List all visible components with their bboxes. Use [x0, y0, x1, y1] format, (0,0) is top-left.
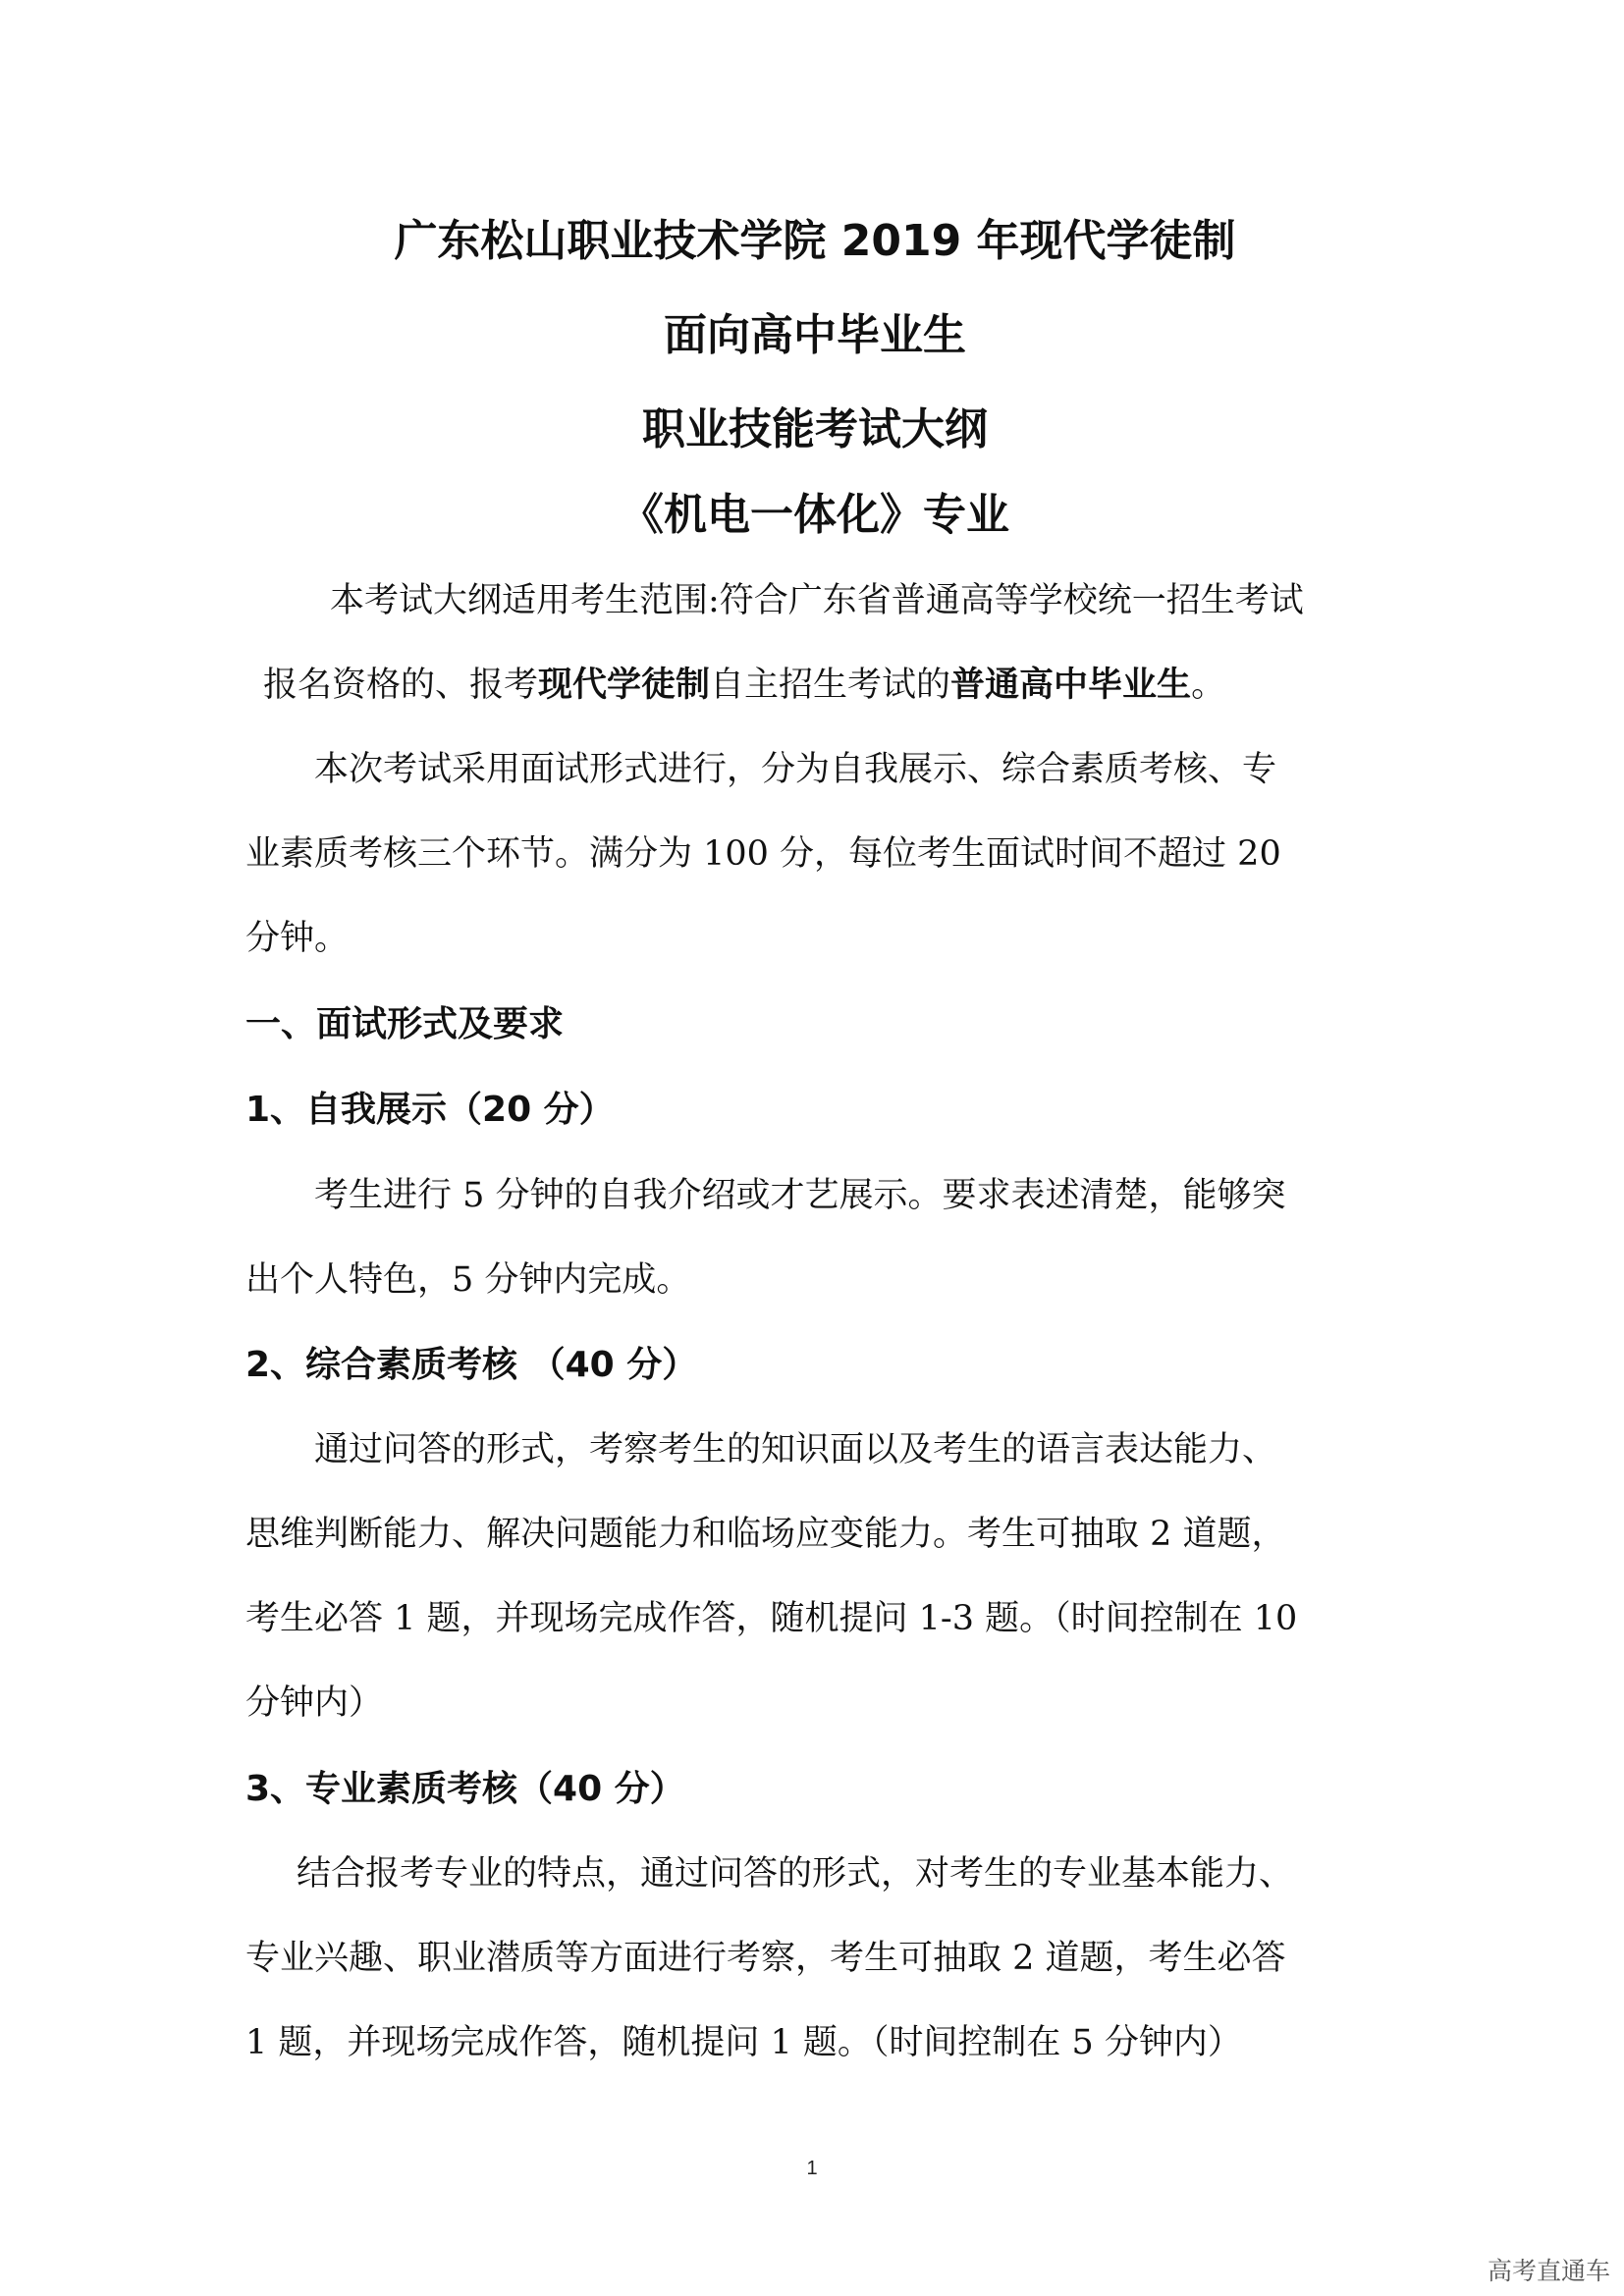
intro-paragraph: [245, 742, 1384, 966]
document-title-line-4: 《机电一体化》专业: [621, 490, 1009, 540]
comprehensive-quality-line-1: 通过问答的形式，考察考生的知识面以及考生的语言表达能力、: [314, 1430, 1277, 1469]
intro-line-3: 分钟。: [245, 919, 350, 958]
document-title-line-2: 面向高中毕业生: [664, 310, 966, 360]
comprehensive-quality-line-2: 思维判断能力、解决问题能力和临场应变能力。考生可抽取 2 道题，: [245, 1515, 1286, 1554]
self-presentation-line-2: 出个人特色，5 分钟内完成。: [245, 1260, 691, 1300]
scope-paragraph: [245, 573, 1384, 713]
item-heading-comprehensive-quality: 2、综合素质考核 （40 分）: [245, 1345, 698, 1385]
professional-quality-line-1: 结合报考专业的特点，通过问答的形式，对考生的专业基本能力、: [297, 1854, 1294, 1894]
professional-quality-line-3: 1 题，并现场完成作答，随机提问 1 题。（时间控制在 5 分钟内）: [245, 2023, 1242, 2062]
item-heading-self-presentation: 1、自我展示（20 分）: [245, 1090, 615, 1130]
comprehensive-quality-paragraph: [245, 1422, 1384, 1731]
intro-line-2: 业素质考核三个环节。满分为 100 分，每位考生面试时间不超过 20: [245, 834, 1281, 874]
intro-line-1: 本次考试采用面试形式进行，分为自我展示、综合素质考核、专: [314, 750, 1277, 789]
comprehensive-quality-line-3: 考生必答 1 题，并现场完成作答，随机提问 1-3 题。（时间控制在 10: [245, 1599, 1298, 1638]
scope-line-1: 本考试大纲适用考生范围:符合广东省普通高等学校统一招生考试: [330, 581, 1304, 620]
scope-emphasis-program: 现代学徒制: [538, 666, 711, 705]
scope-text-c: 自主招生考试的: [710, 666, 951, 705]
scope-text-a: 报名资格的、报考: [263, 666, 539, 705]
professional-quality-paragraph: [245, 1846, 1384, 2070]
self-presentation-paragraph: [245, 1168, 1384, 1308]
section-heading-interview: 一、面试形式及要求: [245, 1004, 565, 1044]
watermark-text: 高考直通车: [1487, 2257, 1610, 2285]
self-presentation-line-1: 考生进行 5 分钟的自我介绍或才艺展示。要求表述清楚，能够突: [314, 1176, 1286, 1215]
page-number: 1: [806, 2158, 818, 2179]
item-heading-professional-quality: 3、专业素质考核（40 分）: [245, 1769, 685, 1809]
scope-line-2: [245, 658, 1384, 713]
scope-emphasis-graduates: 普通高中毕业生: [950, 666, 1192, 705]
document-title-line-3: 职业技能考试大纲: [642, 404, 988, 454]
professional-quality-line-2: 专业兴趣、职业潜质等方面进行考察，考生可抽取 2 道题，考生必答: [245, 1939, 1286, 1978]
document-title-line-1: 广东松山职业技术学院 2019 年现代学徒制: [394, 216, 1236, 266]
comprehensive-quality-line-4: 分钟内）: [245, 1683, 384, 1723]
scope-text-e: 。: [1191, 666, 1226, 705]
